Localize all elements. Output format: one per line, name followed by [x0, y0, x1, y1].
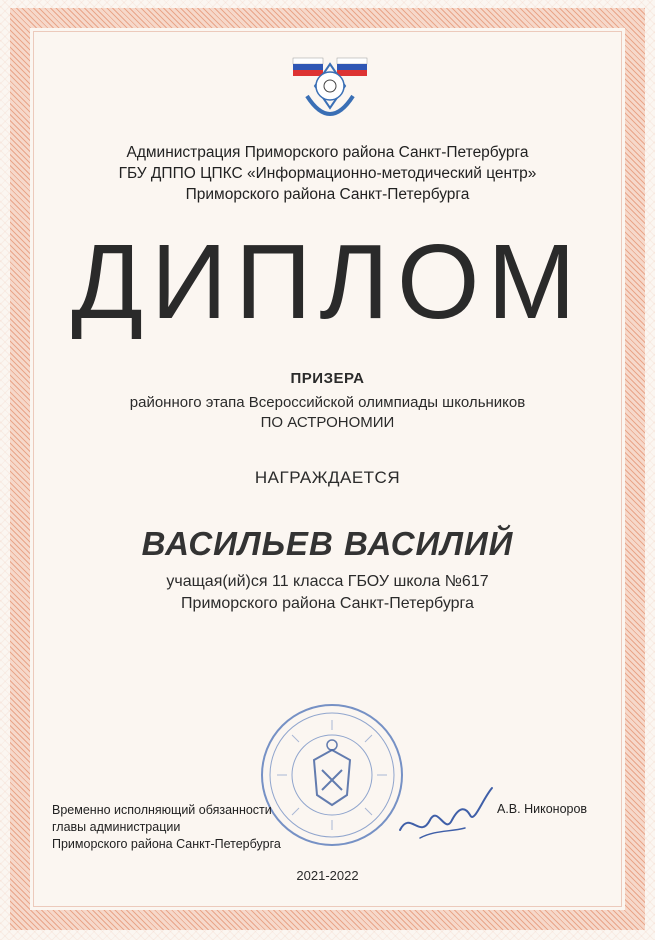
recipient-school: учащая(ий)ся 11 класса ГБОУ школа №617 [166, 573, 489, 590]
signer-position [52, 802, 281, 853]
award-status: ПРИЗЕРА [290, 370, 365, 387]
signer-position-line-1: Временно исполняющий обязанности [52, 803, 272, 817]
recipient-details [0, 571, 655, 615]
organization-line-3: Приморского района Санкт-Петербурга [185, 186, 470, 203]
signer-position-line-2: главы администрации [52, 820, 181, 834]
organization-line-2: ГБУ ДППО ЦПКС «Информационно-методический центр» [118, 165, 537, 182]
signer-position-line-3: Приморского района Санкт-Петербурга [52, 837, 281, 851]
olympiad-emblem-icon [285, 50, 375, 136]
handwritten-signature [390, 780, 500, 850]
academic-year: 2021-2022 [296, 868, 359, 883]
recipient-name: ВАСИЛЬЕВ ВАСИЛИЙ [141, 525, 514, 562]
diploma-title: ДИПЛОМ [71, 223, 584, 341]
olympiad-line-1: районного этапа Всероссийской олимпиады школьников [129, 394, 526, 411]
olympiad-description [0, 393, 655, 433]
awarded-label: НАГРАЖДАЕТСЯ [254, 468, 401, 487]
organization-line-1: Администрация Приморского района Санкт-Петербурга [126, 144, 529, 161]
olympiad-subject: ПО АСТРОНОМИИ [260, 414, 395, 431]
organization-header [0, 142, 655, 205]
recipient-district: Приморского района Санкт-Петербурга [181, 595, 474, 612]
signer-name: А.В. Никоноров [497, 802, 588, 816]
